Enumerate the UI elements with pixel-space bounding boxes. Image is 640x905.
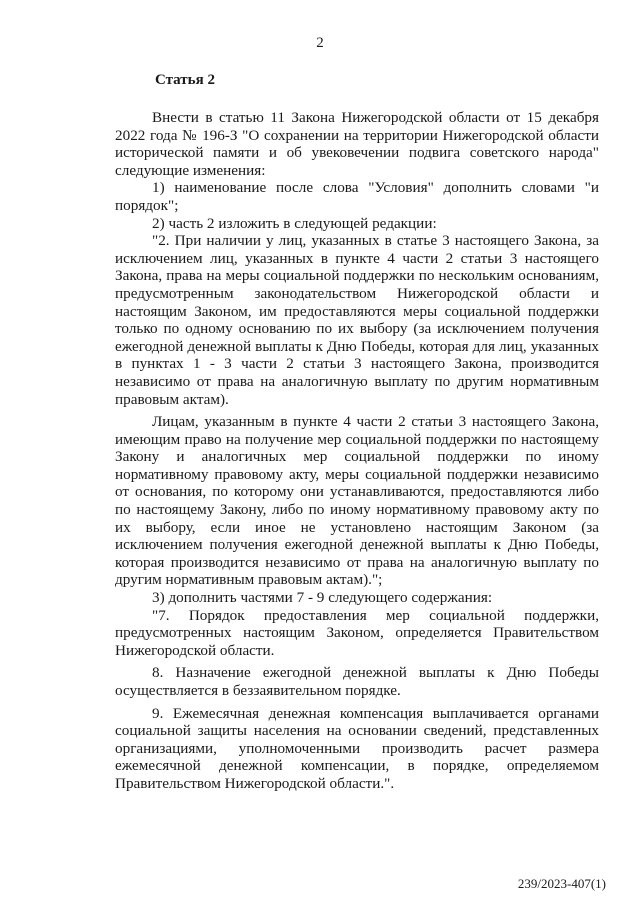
paragraph-item-3: 3) дополнить частями 7 - 9 следующего содержания: [152,589,493,607]
paragraph-item-1: 1) наименование после слова "Условия" дополнить словами "и порядок"; [115,179,599,214]
document-body [115,109,599,793]
page-number: 2 [316,35,324,51]
paragraph-item-2: 2) часть 2 изложить в следующей редакции: [152,214,437,232]
document-code: 239/2023-407(1) [517,876,606,891]
paragraph-part-9: 9. Ежемесячная денежная компенсация выплачивается органами социальной защиты населения на основании сведений, представленных организациями, уполномоченными производить расчет размера ежемесячной денежной компенсации, в порядке, определяемом Правительством Нижегородской области.". [115,704,599,792]
paragraph-part-2-text: "2. При наличии у лиц, указанных в статье 3 настоящего Закона, за исключением лиц, указанных в пункте 4 части 2 статьи 3 настоящего Закона, права на меры социальной поддержки по нескольким основаниям, предусмотренным законодательством Нижегородской области и настоящим Законом, им предоставляются меры социальной поддержки только по одному основанию по их выбору (за исключением получения ежегодной денежной выплаты к Дню Победы, которая для лиц, указанных в пунктах 1 - 3 части 2 статьи 3 настоящего Закона, производится независимо от права на аналогичную выплату по другим нормативным правовым актам). [115,232,599,408]
paragraph-part-7: "7. Порядок предоставления мер социальной поддержки, предусмотренных настоящим Законом, определяется Правительством Нижегородской области. [115,606,599,659]
paragraph-part-2-second: Лицам, указанным в пункте 4 части 2 статьи 3 настоящего Закона, имеющим право на получение мер социальной поддержки по настоящему Закону и аналогичных мер социальной поддержки по иному нормативному правовому акту, меры социальной поддержки независимо от основания, по которому они устанавливаются, предоставляются либо по настоящему Закону, либо по иному нормативному правовому акту по их выбору, если иное не установлено настоящим Законом (за исключением получения ежегодной денежной выплаты к Дню Победы, которая производится независимо от права на аналогичную выплату по другим нормативным правовым актам)."; [115,413,599,589]
article-title: Статья 2 [155,72,215,88]
paragraph-part-8: 8. Назначение ежегодной денежной выплаты к Дню Победы осуществляется в беззаявительном порядке. [115,664,599,699]
paragraph-intro: Внести в статью 11 Закона Нижегородской области от 15 декабря 2022 года № 196-З "О сохранении на территории Нижегородской области исторической памяти и об увековечении подвига советского народа" следующие изменения: [115,109,599,179]
